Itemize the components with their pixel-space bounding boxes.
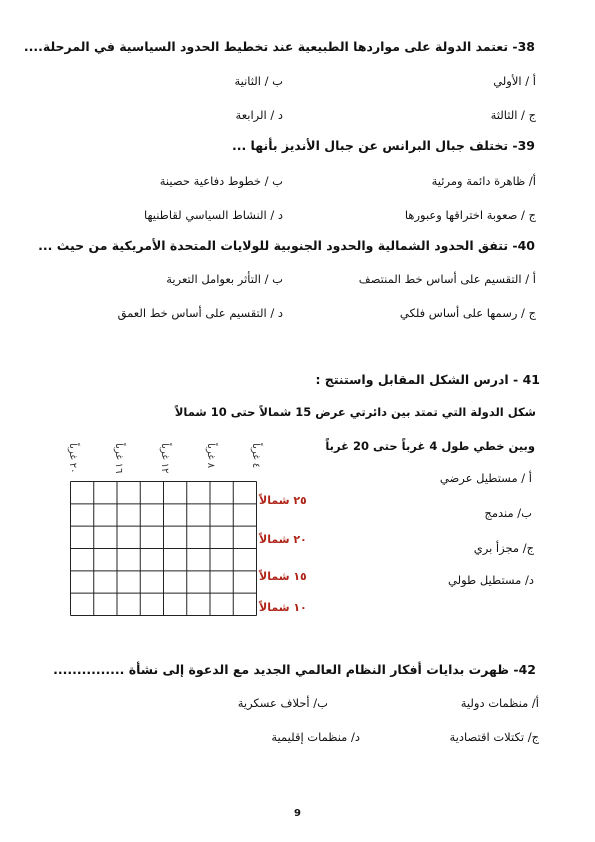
lon-label-12w: ١٢ غرباً — [159, 443, 170, 474]
q39-option-b[interactable]: ب / خطوط دفاعية حصينة — [159, 174, 283, 188]
q39-option-a[interactable]: أ/ ظاهرة دائمة ومرئية — [431, 174, 536, 188]
q41-option-c[interactable]: ج/ مجزأ بري — [473, 541, 534, 555]
q38-option-d[interactable]: د / الرابعة — [235, 108, 283, 122]
grid — [70, 481, 257, 616]
q38-option-a[interactable]: أ / الأولي — [493, 74, 536, 88]
question-41-line1: شكل الدولة التي تمتد بين دائرتي عرض 15 شمالاً حتى 10 شمالاً — [174, 405, 536, 419]
q39-option-c[interactable]: ج / صعوبة اختراقها وعبورها — [404, 208, 536, 222]
q42-option-b[interactable]: ب/ أحلاف عسكرية — [237, 696, 328, 710]
lon-label-8w: ٨ غرباً — [205, 443, 216, 469]
question-42: 42- ظهرت بدايات أفكار النظام العالمي الجديد مع الدعوة إلى نشأة ............... — [53, 662, 536, 677]
lat-label-10n: ١٠ شمالاً — [259, 601, 307, 614]
lat-label-20n: ٢٠ شمالاً — [259, 533, 307, 546]
question-39: 39- تختلف جبال البرانس عن جبال الأنديز بأنها ... — [231, 138, 535, 153]
lon-label-16w: ١٦ غرباً — [113, 443, 124, 474]
lat-label-25n: ٢٥ شمالاً — [259, 494, 307, 507]
lat-label-15n: ١٥ شمالاً — [259, 570, 307, 583]
page-number: 9 — [294, 808, 301, 819]
q40-option-d[interactable]: د / التقسيم على أساس خط العمق — [117, 306, 283, 320]
q40-option-a[interactable]: أ / التقسيم على أساس خط المنتصف — [358, 272, 536, 286]
q39-option-d[interactable]: د / النشاط السياسي لقاطنيها — [143, 208, 283, 222]
q42-option-c[interactable]: ج/ تكتلات اقتصادية — [449, 730, 539, 744]
q42-option-a[interactable]: أ/ منظمات دولية — [460, 696, 539, 710]
q38-option-c[interactable]: ج / الثالثة — [490, 108, 536, 122]
q41-option-b[interactable]: ب/ مندمج — [484, 506, 532, 520]
q42-option-d[interactable]: د/ منظمات إقليمية — [271, 730, 360, 744]
lon-label-4w: ٤ غرباً — [250, 443, 261, 469]
q41-option-d[interactable]: د/ مستطيل طولي — [448, 573, 534, 587]
lon-label-20w: ٢٠ غرباً — [67, 443, 78, 474]
question-38: 38- تعتمد الدولة على مواردها الطبيعية عند تخطيط الحدود السياسية في المرحلة.... — [23, 39, 535, 54]
question-41-heading: 41 - ادرس الشكل المقابل واستنتج : — [315, 372, 540, 387]
question-41-line2: وبين خطي طول 4 غرباً حتى 20 غرباً — [325, 439, 535, 453]
q40-option-b[interactable]: ب / التأثر بعوامل التعرية — [166, 272, 283, 286]
q40-option-c[interactable]: ج / رسمها على أساس فلكي — [399, 306, 536, 320]
question-40: 40- تتفق الحدود الشمالية والحدود الجنوبية للولايات المتحدة الأمريكية من حيث ... — [38, 238, 535, 253]
q38-option-b[interactable]: ب / الثانية — [234, 74, 283, 88]
q41-option-a[interactable]: أ / مستطيل عرضي — [439, 471, 532, 485]
